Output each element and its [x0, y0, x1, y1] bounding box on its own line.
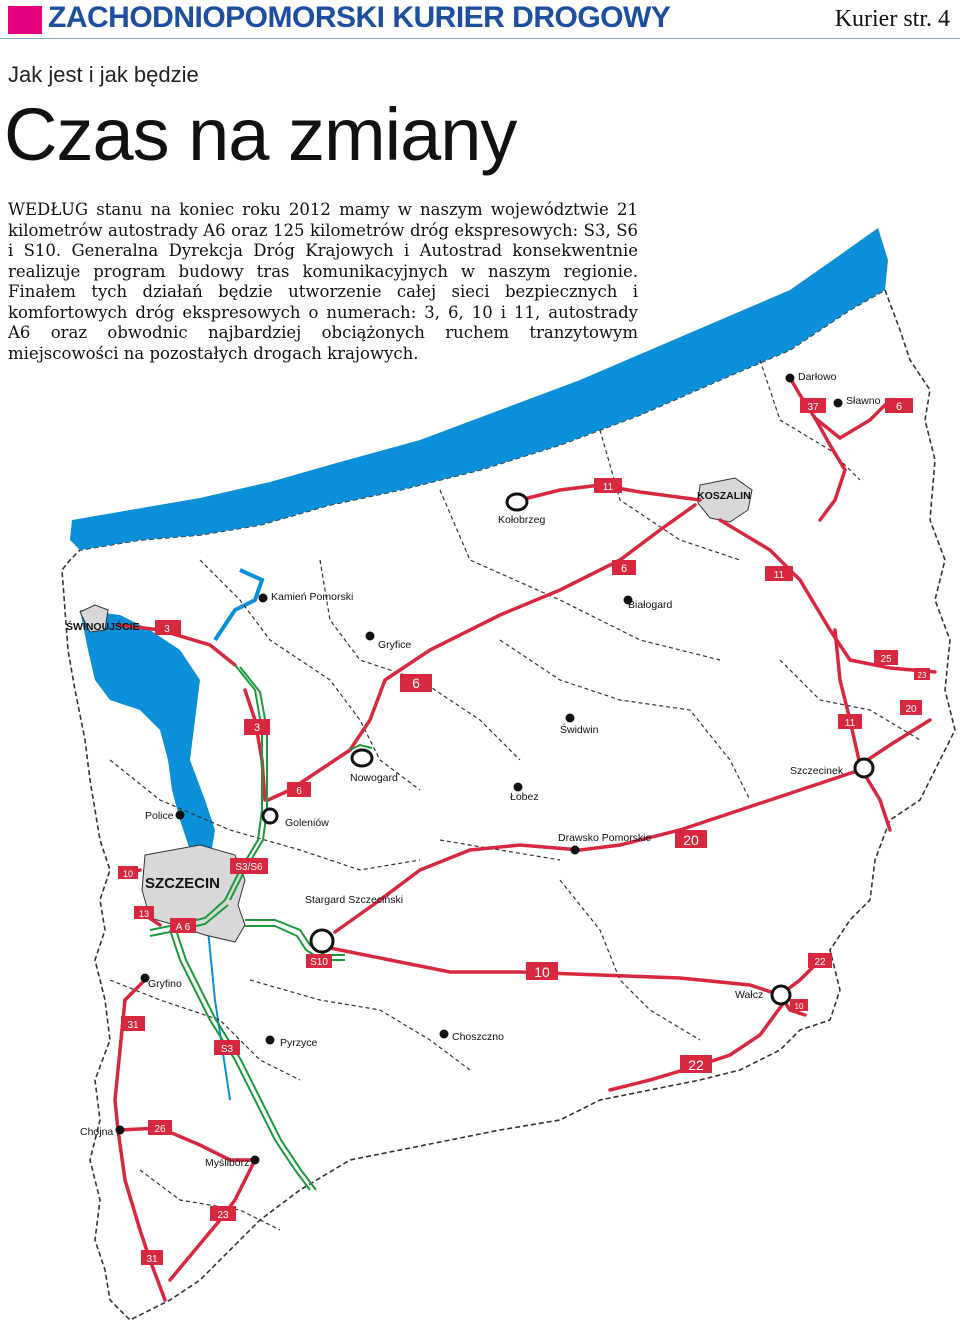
label-chojna: Chojna	[80, 1126, 114, 1138]
svg-text:23: 23	[217, 1210, 229, 1221]
label-koszalin: KOSZALIN	[697, 490, 751, 502]
label-kolobrzeg: Kołobrzeg	[498, 514, 546, 526]
label-swidwin: Świdwin	[560, 724, 599, 736]
shield-31	[141, 1250, 163, 1265]
svg-text:10: 10	[534, 964, 550, 980]
shield-a6	[170, 918, 196, 933]
svg-text:6: 6	[412, 675, 420, 691]
svg-text:S10: S10	[310, 957, 328, 968]
svg-text:31: 31	[146, 1254, 158, 1265]
label-pyrzyce: Pyrzyce	[280, 1037, 318, 1049]
label-bialogard: Białogard	[628, 599, 673, 611]
svg-text:S3/S6: S3/S6	[235, 862, 263, 873]
shield-10	[118, 866, 138, 879]
svg-text:6: 6	[895, 401, 903, 413]
article-kicker: Jak jest i jak będzie	[8, 62, 199, 87]
shield-11	[594, 478, 622, 493]
shield-13	[134, 906, 154, 919]
label-goleniow: Goleniów	[285, 817, 329, 829]
masthead-title: ZACHODNIOPOMORSKI KURIER DROGOWY	[48, 1, 671, 34]
svg-text:11: 11	[844, 718, 856, 729]
shield-11	[765, 566, 793, 581]
label-szczecin: SZCZECIN	[145, 875, 220, 892]
shield-26	[148, 1120, 172, 1135]
shield-6	[885, 398, 913, 413]
svg-text:20: 20	[905, 704, 917, 715]
shield-s3s6	[230, 858, 268, 874]
svg-text:11: 11	[602, 482, 614, 493]
shield-6	[612, 560, 636, 575]
label-gryfice: Gryfice	[378, 639, 412, 651]
svg-text:11: 11	[773, 570, 785, 581]
shield-20	[900, 700, 922, 715]
label-walcz: Wałcz	[735, 989, 764, 1001]
shield-s3	[214, 1040, 240, 1055]
svg-text:22: 22	[688, 1057, 704, 1073]
label-szczecinek: Szczecinek	[790, 765, 844, 777]
article-headline: Czas na zmiany	[4, 93, 517, 176]
shield-3	[155, 620, 181, 635]
shield-23	[914, 668, 930, 680]
label-gryfino: Gryfino	[148, 978, 182, 990]
svg-text:20: 20	[683, 832, 699, 848]
shield-20	[675, 830, 707, 848]
svg-text:3: 3	[164, 624, 170, 635]
svg-text:23: 23	[917, 671, 927, 680]
label-stargard: Stargard Szczeciński	[305, 894, 404, 906]
svg-text:22: 22	[814, 957, 826, 968]
svg-text:A 6: A 6	[175, 922, 191, 933]
shield-6	[287, 782, 311, 797]
label-choszczno: Choszczno	[452, 1031, 504, 1043]
svg-text:31: 31	[127, 1020, 139, 1031]
article-lead: WEDŁUG stanu na koniec roku 2012 mamy w naszym województwie 21 kilometrów autostrady A6 oraz 125 kilometrów dróg ekspresowych: S3, S6 i S10. Generalna Dyrekcja Dróg Krajowych i Autostrad konsekwentnie realizuje program budowy tras komunikacyjnych w naszym regionie. Finałem tych działań będzie utworzenie całej sieci bezpiecznych i komfortowych dróg ekspresowych o numerach: 3, 6, 10 i 11, autostrady A6 oraz obwodnic najbardziej obciążonych ruchem tranzytowym miejscowości na pozostałych drogach krajowych.	[8, 200, 638, 363]
svg-text:10: 10	[122, 869, 134, 879]
shield-25	[874, 650, 898, 665]
svg-text:13: 13	[138, 909, 150, 919]
svg-text:6: 6	[296, 786, 302, 797]
shield-23	[210, 1206, 236, 1221]
shield-11	[838, 714, 862, 729]
shield-s10	[306, 954, 332, 968]
shield-31	[121, 1016, 145, 1031]
shield-6	[400, 674, 432, 692]
shield-10	[790, 999, 808, 1011]
svg-text:26: 26	[154, 1124, 166, 1135]
label-mysliborz: Myślibórz	[205, 1157, 250, 1169]
label-darlowo: Darłowo	[798, 371, 837, 383]
label-swinoujscie: ŚWINOUJŚCIE	[66, 621, 140, 633]
label-drawsko: Drawsko Pomorskie	[558, 832, 652, 844]
svg-text:37: 37	[807, 402, 819, 413]
svg-text:25: 25	[880, 654, 892, 665]
label-police: Police	[145, 810, 174, 822]
page-number: Kurier str. 4	[834, 6, 950, 32]
svg-text:S3: S3	[220, 1044, 234, 1055]
shield-22	[808, 953, 832, 968]
shield-3	[244, 719, 270, 735]
label-kamien: Kamień Pomorski	[271, 591, 354, 603]
shield-10	[526, 962, 558, 980]
label-nowogard: Nowogard	[350, 772, 398, 784]
svg-text:10: 10	[794, 1002, 804, 1011]
shield-37	[800, 398, 826, 413]
label-lobez: Łobez	[510, 791, 539, 803]
svg-text:3: 3	[253, 722, 261, 734]
label-slawno: Sławno	[846, 395, 881, 407]
shield-22	[680, 1055, 712, 1073]
svg-text:6: 6	[620, 563, 628, 575]
